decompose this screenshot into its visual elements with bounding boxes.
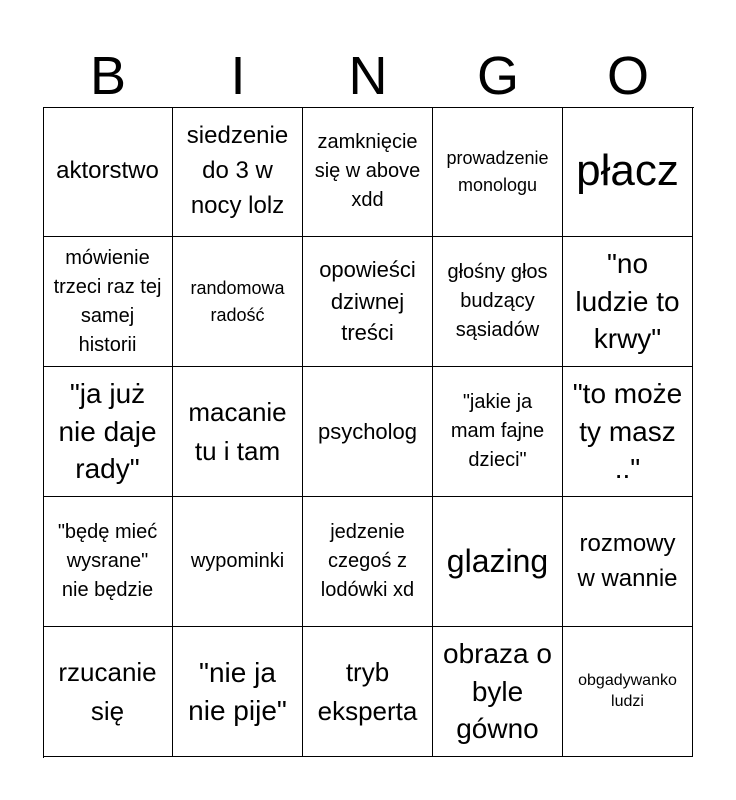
- bingo-cell[interactable]: [433, 497, 563, 627]
- cell-text: jedzenie czegoś z lodówki xd: [320, 521, 415, 601]
- header-letter-o: O: [606, 46, 649, 106]
- bingo-cell[interactable]: [43, 107, 173, 237]
- cell-text: opowieści dziwnej treści: [319, 256, 416, 346]
- cell-text: "nie ja nie pije": [188, 656, 287, 726]
- bingo-cell[interactable]: [173, 627, 303, 757]
- cell-text: randomowa radość: [190, 278, 285, 325]
- cell-text: glazing: [446, 542, 549, 579]
- bingo-cell[interactable]: [173, 107, 303, 237]
- header-letter-b: B: [89, 46, 127, 106]
- bingo-cell[interactable]: [563, 627, 693, 757]
- cell-text: wypominki: [190, 550, 285, 572]
- bingo-cell[interactable]: [303, 497, 433, 627]
- cell-text: obraza o byle gówno: [443, 637, 552, 745]
- cell-text: obgadywanko ludzi: [578, 671, 677, 710]
- cell-text: płacz: [576, 146, 679, 196]
- cell-text: siedzenie do 3 w nocy lolz: [186, 122, 289, 219]
- header-letter-n: N: [348, 46, 388, 106]
- cell-text: tryb eksperta: [317, 656, 418, 726]
- bingo-cell[interactable]: [303, 627, 433, 757]
- bingo-cell[interactable]: [173, 237, 303, 367]
- bingo-cell[interactable]: [43, 627, 173, 757]
- bingo-cell[interactable]: [433, 237, 563, 367]
- bingo-grid: [43, 107, 693, 757]
- bingo-cell[interactable]: [303, 237, 433, 367]
- header-letter-i: I: [230, 46, 246, 106]
- cell-text: prowadzenie monologu: [446, 148, 549, 195]
- cell-text: "będę mieć wysrane" nie będzie: [57, 521, 158, 601]
- bingo-cell[interactable]: [433, 367, 563, 497]
- cell-text: "jakie ja mam fajne dzieci": [450, 391, 545, 471]
- bingo-cell[interactable]: [563, 497, 693, 627]
- cell-text: zamknięcie się w above xdd: [314, 131, 421, 211]
- cell-text: rzucanie się: [58, 656, 157, 726]
- bingo-cell[interactable]: [433, 107, 563, 237]
- bingo-cell[interactable]: [563, 107, 693, 237]
- cell-text: macanie tu i tam: [188, 396, 287, 466]
- cell-text: "to może ty masz ..": [572, 377, 683, 485]
- cell-text: psycholog: [317, 418, 418, 444]
- cell-text: "no ludzie to krwy": [575, 247, 680, 355]
- header-letter-g: G: [476, 46, 519, 106]
- bingo-cell[interactable]: [563, 367, 693, 497]
- cell-text: mówienie trzeci raz tej samej historii: [53, 246, 162, 356]
- bingo-cell[interactable]: [303, 367, 433, 497]
- bingo-cell[interactable]: [173, 497, 303, 627]
- bingo-cell[interactable]: [173, 367, 303, 497]
- bingo-cell[interactable]: [563, 237, 693, 367]
- bingo-cell[interactable]: [43, 367, 173, 497]
- cell-text: aktorstwo: [56, 157, 159, 185]
- cell-text: rozmowy w wannie: [577, 529, 678, 592]
- cell-text: głośny głos budzący sąsiadów: [447, 261, 548, 341]
- bingo-cell[interactable]: [43, 497, 173, 627]
- bingo-cell[interactable]: [303, 107, 433, 237]
- bingo-cell[interactable]: [43, 237, 173, 367]
- bingo-header: [43, 44, 693, 108]
- cell-text: "ja już nie daje rady": [58, 377, 157, 485]
- bingo-cell[interactable]: [433, 627, 563, 757]
